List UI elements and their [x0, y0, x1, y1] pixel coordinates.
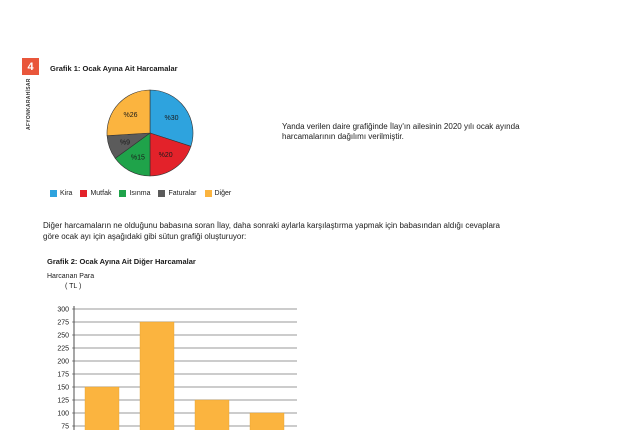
legend-item-diğer: [205, 190, 232, 197]
legend-label: Mutfak: [90, 190, 112, 197]
pie-label-mutfak: %20: [158, 152, 173, 160]
bar-1: [85, 387, 119, 430]
legend-label: Isınma: [129, 190, 151, 197]
bar-chart: [40, 296, 310, 430]
legend-item-faturalar: [158, 190, 196, 197]
legend-swatch: [158, 190, 165, 197]
y-tick-label-250: 250: [57, 332, 69, 340]
description-text: Yanda verilen daire grafiğinde İlay'ın ailesinin 2020 yılı ocak ayında harcamalarının dağılımı verilmiştir.: [282, 122, 520, 141]
bar-4: [250, 413, 284, 430]
bar-3: [195, 400, 229, 430]
legend-item-isınma: [119, 190, 150, 197]
legend-label: Kira: [60, 190, 73, 197]
legend-swatch: [80, 190, 87, 197]
y-tick-label-125: 125: [57, 397, 69, 405]
pie-label-isınma: %15: [130, 154, 145, 162]
paragraph-text: Diğer harcamaların ne olduğunu babasına soran İlay, daha sonraki aylarla karşılaştırma yapmak için babasından aldığı cevaplara göre ocak ayı için aşağıdaki gibi sütun grafiği oluşturuyor:: [43, 221, 500, 241]
pie-label-diğer: %26: [123, 112, 138, 120]
y-axis-unit: ( TL ): [65, 283, 82, 290]
y-tick-label-275: 275: [57, 319, 69, 327]
legend-item-kira: [50, 190, 72, 197]
legend-item-mutfak: [80, 190, 111, 197]
bar-y-axis-label: [47, 272, 94, 292]
page-number: 4: [22, 58, 39, 75]
y-tick-label-300: 300: [57, 306, 69, 314]
y-tick-label-225: 225: [57, 345, 69, 353]
bar-chart-title: Grafik 2: Ocak Ayına Ait Diğer Harcamalar: [47, 257, 196, 266]
legend-swatch: [205, 190, 212, 197]
pie-chart: [100, 83, 200, 183]
bar-2: [140, 322, 174, 430]
pie-chart-title: Grafik 1: Ocak Ayına Ait Harcamalar: [50, 64, 178, 73]
legend-swatch: [50, 190, 57, 197]
legend-swatch: [119, 190, 126, 197]
pie-legend: [50, 190, 231, 197]
pie-label-kira: %30: [164, 114, 179, 122]
legend-label: Diğer: [214, 190, 232, 197]
y-axis-title: Harcanan Para: [47, 273, 95, 280]
y-tick-label-150: 150: [57, 384, 69, 392]
legend-label: Faturalar: [168, 190, 197, 197]
y-tick-label-175: 175: [57, 371, 69, 379]
y-tick-label-100: 100: [57, 410, 69, 418]
y-tick-label-75: 75: [61, 423, 69, 430]
y-tick-label-200: 200: [57, 358, 69, 366]
side-label: AFYONKARAHİSAR: [26, 78, 32, 130]
pie-label-faturalar: %9: [119, 139, 130, 147]
